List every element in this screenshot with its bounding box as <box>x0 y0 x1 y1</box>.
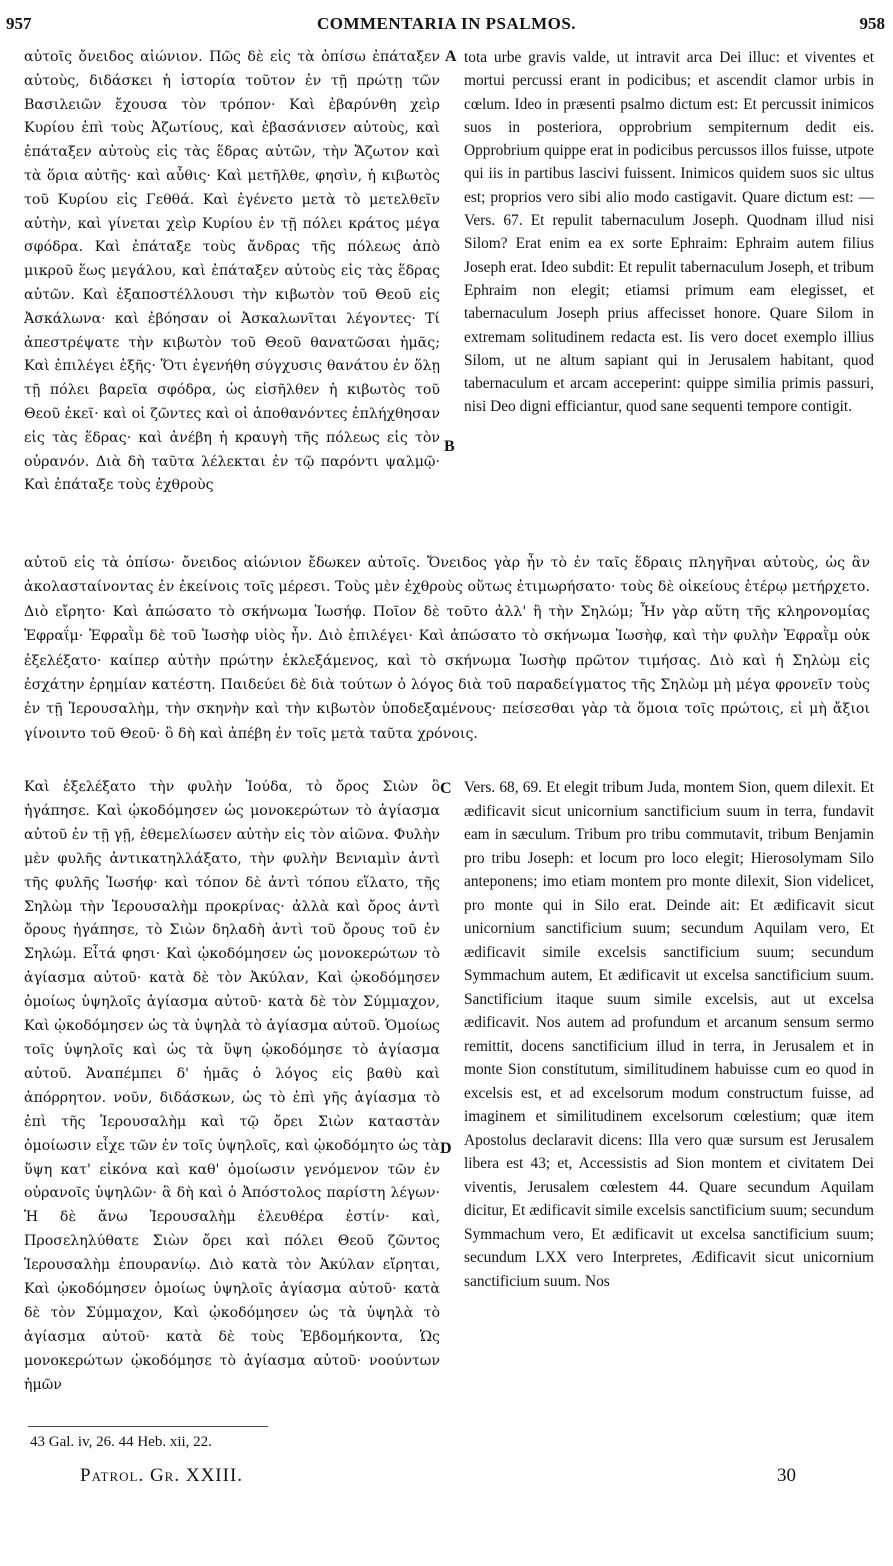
page-number-left: 957 <box>6 14 32 33</box>
running-title: COMMENTARIA IN PSALMOS. <box>316 14 577 33</box>
greek-column-section1 <box>24 46 440 551</box>
latin-text-section1: tota urbe gravis valde, ut intravit arca Dei illuc: et viventes et mortui percussi erant in podicibus; et ascendit clamor urbis in cœlum. Ideo in præsenti psalmo dictum est: Et percussit inimicos suos in posteriora, opprobrium sempiternum dedit eis. Opprobrium quippe erat in podicibus percussos illos fuisse, utpote qui iis in partibus lascivi fuissent. Inimicos quidem suos sic ultus est; proprios vero sibi alio modo castigavit. Quare dictum est: — Vers. 67. Et repulit tabernaculum Joseph. Quodnam illud nisi Silom? Erat enim ea ex sorte Ephraim: Ephraim autem filius Joseph erat. Ideo subdit: Et repulit tabernaculum Joseph, et tribum Ephraim non elegit; etiamsi primum eam elegisset, et tabernaculum Joseph prius affecisset honore. Quare Silom in extremam solitudinem redacta est. Iis vero docet exemplo illius Silom, ut ne altum sapiant qui in Jerusalem habitant, quod tabernaculum et arcam acceperint: quippe similia primis passuri, nisi Deo digni efficiantur, quod sane sequenti tempore contigit. <box>464 49 874 416</box>
latin-column-section1 <box>464 46 874 551</box>
greek-column-section2 <box>24 776 440 1428</box>
page-header <box>0 14 893 44</box>
footer-series-title: Patrol. Gr. XXIII. <box>80 1465 244 1486</box>
margin-marker-b: B <box>444 438 455 455</box>
latin-text-section2: Vers. 68, 69. Et elegit tribum Juda, montem Sion, quem dilexit. Et ædificavit sicut unicornium sanctificium suum in terra, fundavit eam in sæculum. Tribum pro tribu commutavit, tribum Benjamin pro tribu Joseph: et locum pro loco elegit; Hierosolymam Silo anteponens; imo etiam montem pro monte dilexit, Sion videlicet, pro monte qui in Silo erat. Deinde ait: Et ædificavit sicut unicornium sanctificium suum; secundum Aquilam vero, Et ædificavit simile excelsis sanctificium suum; secundum Symmachum autem, Et ædificavit ut excelsa sanctificium suum. Sanctificium itaque suum simile excelsis, aut ut excelsa ædificavit. Nos autem ad profundum et arcanum sensum sermo remittit, docens sanctificium illud in terra, in Jerusalem et in monte Sion constitutum, similitudinem habuisse cum eo quod in excelsis est, et ad excelsorum modum constructum fuisse, ad imaginem et similitudinem excelsorum cœlestium; quæ item Apostolus declaravit dicens: Illa vero quæ sursum est Jerusalem libera est 43; et, Accessistis ad Sion montem et civitatem Dei viventis, Jerusalem cœlestem 44. Quare secundum Aquilam dicitur, Et ædificavit simile excelsis sanctificium suum; secundum Symmachum vero, Et ædificavit ut excelsa sanctificium suum; secundum LXX vero Interpretes, Ædificavit sicut unicornium sanctificium suum. Nos <box>464 779 874 1290</box>
margin-marker-d: D <box>440 1140 452 1157</box>
margin-marker-c: C <box>440 780 452 797</box>
page-number-right: 958 <box>859 14 885 33</box>
footnotes: 43 Gal. iv, 26. 44 Heb. xii, 22. <box>30 1434 212 1450</box>
greek-text-section1: αὐτοῖς ὄνειδος αἰώνιον. Πῶς δὲ εἰς τὰ ὀπίσω ἐπάταξεν αὐτοὺς, διδάσκει ἡ ἱστορία τοῦτον ἐν τῇ πρώτῃ τῶν Βασιλειῶν ἔχουσα τὸν τρόπον· Καὶ ἐβαρύνθη χεὶρ Κυρίου ἐπὶ τοὺς Ἀζωτίους, καὶ ἐβασάνισεν αὐτοὺς, καὶ ἐπάταξεν αὐτοὺς εἰς τὰς ἕδρας αὐτῶν, τὴν Ἄζωτον καὶ τὰ ὅρια αὐτῆς· καὶ αὖθις· Καὶ μετῆλθε, φησὶν, ἡ κιβωτὸς τοῦ Κυρίου εἰς Γεθθά. Καὶ ἐγένετο μετὰ τὸ μετελθεῖν αὐτὴν, καὶ γίνεται χεὶρ Κυρίου ἐν τῇ πόλει κράτος μέγα σφόδρα. Καὶ ἐπάταξε τοὺς ἄνδρας τῆς πόλεως ἀπὸ μικροῦ ἕως μεγάλου, καὶ ἐπάταξεν αὐτοὺς εἰς τὰς ἕδρας αὐτῶν. Καὶ ἐξαποστέλλουσι τὴν κιβωτὸν τοῦ Θεοῦ εἰς Ἀσκάλωνα· καὶ ἐβόησαν οἱ Ἀσκαλωνῖται λέγοντες· Τί ἀπεστρέψατε τὴν κιβωτὸν τοῦ Θεοῦ θανατῶσαι ἡμᾶς; Καὶ ἐπιλέγει ἑξῆς· Ὅτι ἐγενήθη σύγχυσις θανάτου ἐν ὅλῃ τῇ πόλει βαρεῖα σφόδρα, ὡς εἰσῆλθεν ἡ κιβωτὸς τοῦ Θεοῦ ἐκεῖ· καὶ οἱ ζῶντες καὶ οἱ ἀποθανόντες ἐπλήχθησαν εἰς τὰς ἕδρας· καὶ ἀνέβη ἡ κραυγὴ τῆς πόλεως εἰς τὸν οὐρανόν. Διὰ δὴ ταῦτα λέλεκται ἐν τῷ παρόντι ψαλμῷ· Καὶ ἐπάταξε τοὺς ἐχθροὺς <box>24 49 440 494</box>
footnote-rule <box>28 1426 268 1427</box>
footer-signature-number: 30 <box>777 1465 796 1486</box>
margin-marker-a: A <box>445 48 457 65</box>
greek-text-section2: Καὶ ἐξελέξατο τὴν φυλὴν Ἰούδα, τὸ ὄρος Σιὼν ὃ ἠγάπησε. Καὶ ᾠκοδόμησεν ὡς μονοκερώτων τὸ ἁγίασμα αὐτοῦ ἐν τῇ γῇ, ἐθεμελίωσεν αὐτὴν εἰς τὸν αἰῶνα. Φυλὴν μὲν φυλῆς ἀντικατηλλάξατο, τὴν φυλὴν Βενιαμὶν ἀντὶ τῆς φυλῆς Ἰωσήφ· καὶ τόπον δὲ ἀντὶ τόπου εἵλατο, τῆς Σηλὼμ τὴν Ἱερουσαλὴμ προκρίνας· ἀλλὰ καὶ ὄρος ἀντὶ ὄρους ἠγάπησε, τὸ Σιὼν δηλαδὴ ἀντὶ τοῦ ὄρους τοῦ ἐν Σηλώμ. Εἶτά φησι· Καὶ ᾠκοδόμησεν ὡς μονοκερώτων τὸ ἁγίασμα αὐτοῦ· κατὰ δὲ τὸν Ἀκύλαν, Καὶ ᾠκοδόμησεν ὁμοίως ὑψηλοῖς ἁγίασμα αὐτοῦ· κατὰ δὲ τὸν Σύμμαχον, Καὶ ᾠκοδόμησεν ὡς τὰ ὑψηλὰ τὸ ἁγίασμα αὐτοῦ. Ὁμοίως τοῖς ὑψηλοῖς καὶ ὡς τὰ ὕψη ᾠκοδόμησε τὸ ἁγίασμα αὐτοῦ. Ἀναπέμπει δ' ἡμᾶς ὁ λόγος εἰς βαθὺ καὶ ἀπόρρητον. νοῦν, διδάσκων, ὡς τὸ ἐπὶ γῆς ἁγίασμα τὸ ἐπὶ τῆς Ἱερουσαλὴμ καὶ τῷ ὄρει Σιὼν καταστὰν ὁμοίωσιν εἶχε τῶν ἐν τοῖς ὑψηλοῖς, καὶ ᾠκοδόμητο ὡς τὰ ὕψη κατ' εἰκόνα καὶ καθ' ὁμοίωσιν γενόμενον τῶν ἐν οὐρανοῖς ὑψηλῶν· ἃ δὴ καὶ ὁ Ἀπόστολος παρίστη λέγων· Ἡ δὲ ἄνω Ἱερουσαλὴμ ἐλευθέρα ἐστίν· καὶ, Προσεληλύθατε Σιὼν ὄρει καὶ πόλει Θεοῦ ζῶντος Ἱερουσαλὴμ ἐπουρανίῳ. Διὸ κατὰ τὸν Ἀκύλαν εἴρηται, Καὶ ᾠκοδόμησεν ὁμοίως ὑψηλοῖς ἁγίασμα αὐτοῦ· κατὰ δὲ τὸν Σύμμαχον, Καὶ ᾠκοδόμησεν ὡς τὰ ὑψηλὰ τὸ ἁγίασμα αὐτοῦ· κατὰ δὲ τοὺς Ἑβδομήκοντα, Ὡς μονοκερώτων ᾠκοδόμησε τὸ ἁγίασμα αὐτοῦ· νοούντων ἡμῶν <box>24 779 440 1393</box>
greek-full-width-text: αὐτοῦ εἰς τὰ ὀπίσω· ὄνειδος αἰώνιον ἔδωκεν αὐτοῖς. Ὄνειδος γὰρ ἦν τὸ ἐν ταῖς ἕδραις πληγῆναι αὐτοὺς, ὡς ἂν ἀκολασταίνοντας ἐν ἐκείνοις τοῖς μέρεσι. Τοὺς μὲν ἐχθροὺς οὕτως ἐτιμωρήσατο· τοὺς δὲ οἰκείους ἑτέρῳ μετήρχετο. Διὸ εἴρητο· Καὶ ἀπώσατο τὸ σκήνωμα Ἰωσήφ. Ποῖον δὲ τοῦτο ἀλλ' ἢ τὴν Σηλώμ; Ἦν γὰρ αὕτη τῆς κληρονομίας Ἐφραΐμ· Ἐφραῒμ δὲ τοῦ Ἰωσὴφ υἱὸς ἦν. Διὸ ἐπιλέγει· Καὶ ἀπώσατο τὸ σκήνωμα Ἰωσὴφ, καὶ τὴν φυλὴν Ἐφραῒμ οὐκ ἐξελέξατο· καίπερ αὐτὴν πρώτην ἐκλεξάμενος, καὶ τὸ σκήνωμα Ἰωσὴφ πρῶτον τιμήσας. Διὸ καὶ ἡ Σηλὼμ εἰς ἐσχάτην ἐρημίαν κατέστη. Παιδεύει δὲ διὰ τούτων ὁ λόγος διὰ τοῦ παραδείγματος τῆς Σηλὼμ μὴ μέγα φρονεῖν τοὺς ἐν τῇ Ἱερουσαλὴμ, τὴν σκηνὴν καὶ τὴν κιβωτὸν ὑποδεξαμένους· πείσεσθαι γὰρ τὰ ὅμοια τοῖς πρώτοις, εἰ μὴ ἄξιοι γίνοιντο τοῦ Θεοῦ· ὃ δὴ καὶ ἀπέβη ἐν τοῖς μετὰ ταῦτα χρόνοις. <box>24 555 870 742</box>
latin-column-section2 <box>464 776 874 1428</box>
greek-full-width-paragraph <box>24 551 870 746</box>
